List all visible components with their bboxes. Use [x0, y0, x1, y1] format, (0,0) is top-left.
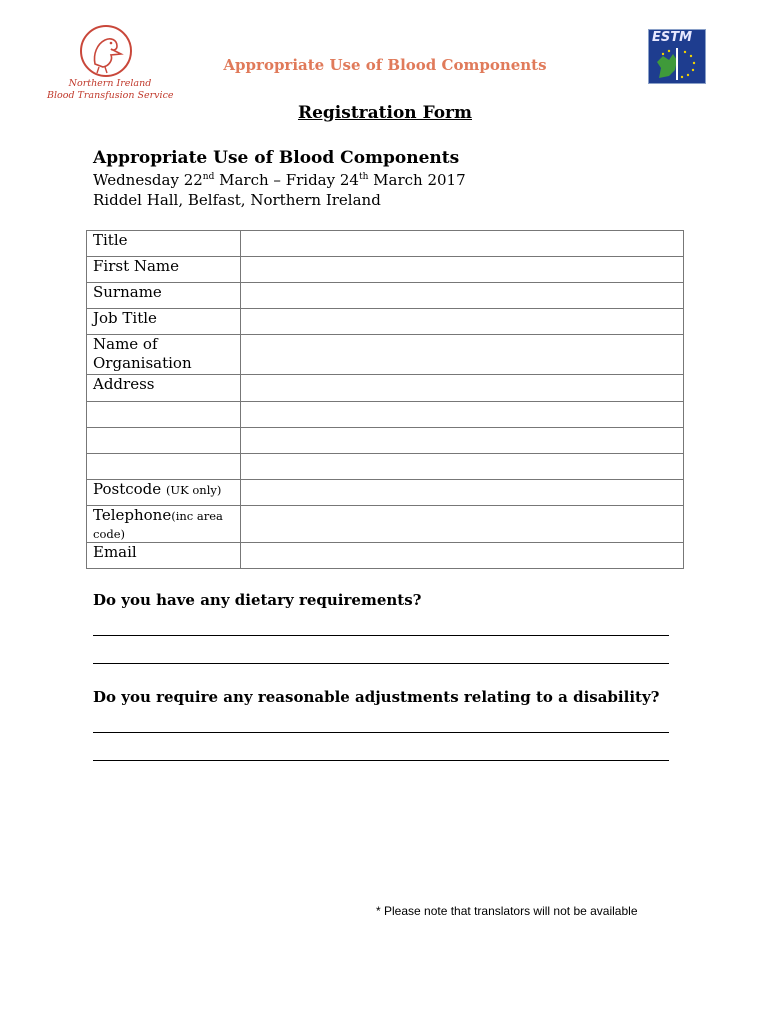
address-label: Address	[87, 375, 241, 402]
event-date-middle: March – Friday 24	[214, 171, 359, 189]
address-field-3[interactable]	[241, 428, 684, 454]
surname-field[interactable]	[241, 283, 684, 309]
telephone-field[interactable]	[241, 506, 684, 543]
pelican-icon	[47, 24, 173, 80]
address-label-blank	[87, 402, 241, 428]
dietary-question: Do you have any dietary requirements?	[93, 591, 422, 609]
header-title: Appropriate Use of Blood Components	[223, 56, 547, 74]
job-title-field[interactable]	[241, 309, 684, 335]
event-date-end-suffix: th	[358, 172, 369, 182]
table-row	[87, 375, 684, 402]
telephone-label	[87, 506, 241, 543]
table-row	[87, 428, 684, 454]
email-field[interactable]	[241, 543, 684, 569]
address-field-1[interactable]	[241, 375, 684, 402]
postcode-field[interactable]	[241, 480, 684, 506]
first-name-field[interactable]	[241, 257, 684, 283]
event-date-end: March 2017	[368, 171, 466, 189]
postcode-label-text: Postcode	[93, 480, 162, 498]
event-venue: Riddel Hall, Belfast, Northern Ireland	[93, 191, 381, 209]
title-field[interactable]	[241, 231, 684, 257]
event-date-start-suffix: nd	[202, 172, 215, 182]
job-title-label: Job Title	[87, 309, 241, 335]
disability-answer-line-2[interactable]	[93, 760, 669, 761]
postcode-label	[87, 480, 241, 506]
dietary-answer-line-2[interactable]	[93, 663, 669, 664]
table-row	[87, 454, 684, 480]
postcode-note: (UK only)	[165, 483, 222, 497]
estm-logo-text: ESTM	[652, 30, 693, 45]
org-name-line1: Northern Ireland	[68, 78, 152, 89]
email-label: Email	[87, 543, 241, 569]
form-title: Registration Form	[297, 103, 473, 123]
table-row	[87, 543, 684, 569]
organisation-label: Name of Organisation	[87, 335, 241, 375]
dietary-answer-line-1[interactable]	[93, 635, 669, 636]
first-name-label: First Name	[87, 257, 241, 283]
table-row	[87, 309, 684, 335]
table-row	[87, 283, 684, 309]
event-title: Appropriate Use of Blood Components	[93, 148, 460, 168]
event-dates	[93, 171, 466, 189]
registration-table	[86, 230, 684, 569]
europe-stars-icon	[649, 30, 705, 83]
table-row	[87, 506, 684, 543]
event-date-start: Wednesday 22	[93, 171, 203, 189]
address-label-blank	[87, 428, 241, 454]
address-field-2[interactable]	[241, 402, 684, 428]
org-name-line2: Blood Transfusion Service	[47, 90, 174, 101]
address-field-4[interactable]	[241, 454, 684, 480]
nibts-logo	[47, 24, 173, 104]
telephone-label-text: Telephone	[93, 506, 172, 524]
title-label: Title	[87, 231, 241, 257]
table-row	[87, 257, 684, 283]
disability-question: Do you require any reasonable adjustments relating to a disability?	[93, 688, 660, 706]
table-row	[87, 231, 684, 257]
disability-answer-line-1[interactable]	[93, 732, 669, 733]
address-label-blank	[87, 454, 241, 480]
table-row	[87, 335, 684, 375]
table-row	[87, 402, 684, 428]
surname-label: Surname	[87, 283, 241, 309]
organisation-field[interactable]	[241, 335, 684, 375]
translator-footnote: * Please note that translators will not be available	[376, 904, 638, 918]
telephone-note: (inc area code)	[93, 509, 223, 541]
estm-logo	[648, 29, 706, 84]
table-row	[87, 480, 684, 506]
